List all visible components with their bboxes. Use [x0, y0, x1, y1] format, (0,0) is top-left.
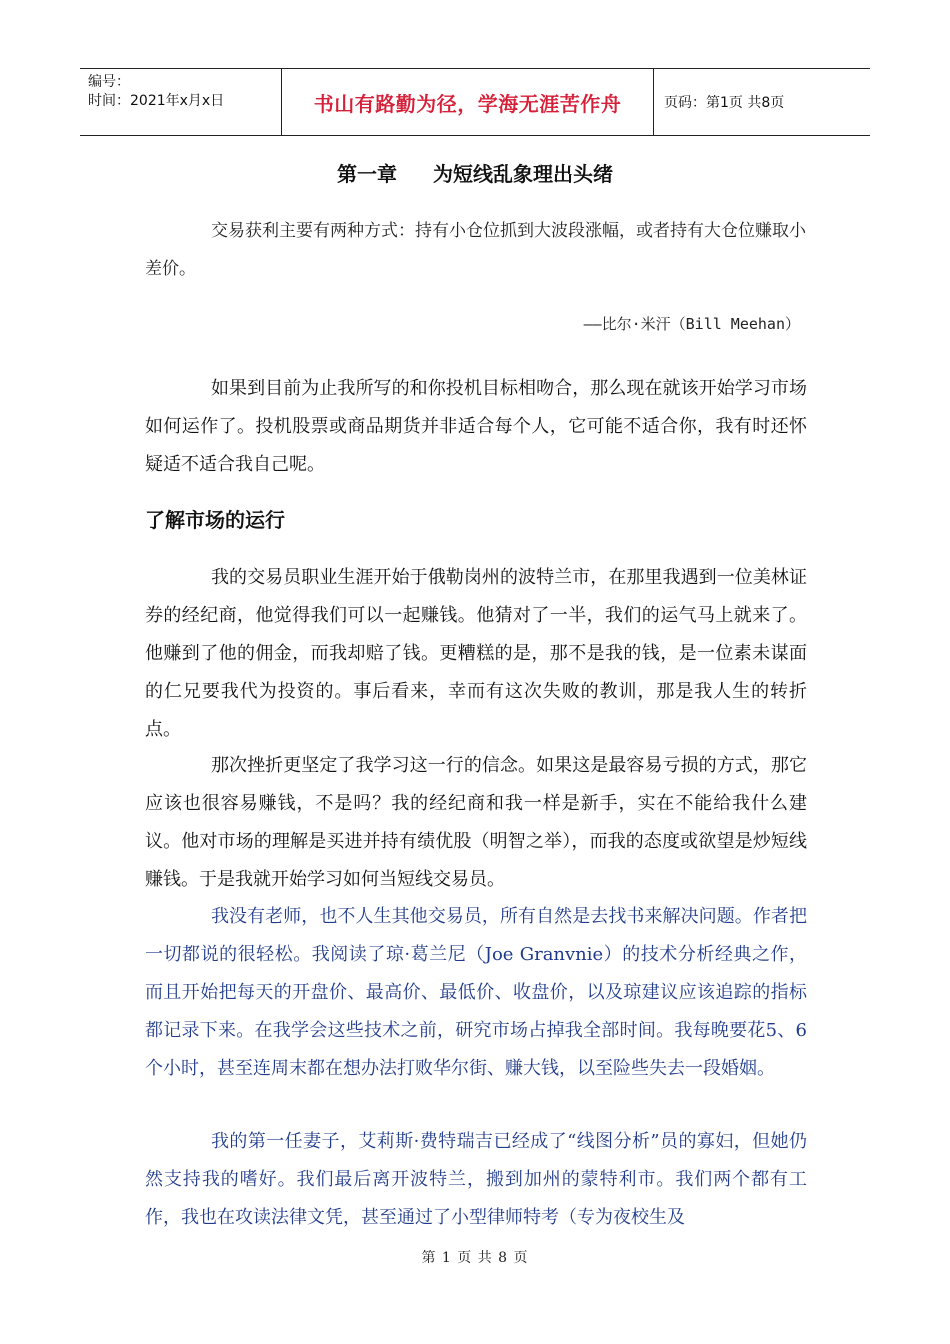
document-date: 时间：2021年x月x日: [88, 93, 225, 109]
epigraph-quote: 交易获利主要有两种方式：持有小仓位抓到大波段涨幅，或者持有大仓位赚取小差价。: [145, 221, 806, 279]
epigraph-attribution: ——比尔·米汗（Bill Meehan）: [583, 315, 800, 333]
document-code-label: 编号：: [88, 74, 130, 90]
header-motto: 书山有路勤为径，学海无涯苦作舟: [282, 69, 654, 135]
body-paragraph: 我的交易员职业生涯开始于俄勒岗州的波特兰市，在那里我遇到一位美林证券的经纪商，他觉得我们可以一起赚钱。他猜对了一半，我们的运气马上就来了。他赚到了他的佣金，而我却赔了钱。更糟糕的是，那不是我的钱，是一位素未谋面的仁兄要我代为投资的。事后看来，幸而有这次失败的教训，那是我人生的转折点。: [145, 567, 807, 740]
body-paragraph: 我的第一任妻子，艾莉斯·费特瑞吉已经成了“线图分析”员的寡妇，但她仍然支持我的嗜好。我们最后离开波特兰，搬到加州的蒙特利市。我们两个都有工作，我也在攻读法律文凭，甚至通过了小型律师特考（专为夜校生及: [145, 1131, 807, 1228]
page-footer: 第 1 页 共 8 页: [421, 1250, 529, 1266]
section-title: 了解市场的运行: [145, 508, 285, 532]
chapter-title: [0, 158, 950, 187]
header-table: [80, 68, 870, 136]
chapter-name: 为短线乱象理出头绪: [433, 162, 613, 186]
body-paragraph: 那次挫折更坚定了我学习这一行的信念。如果这是最容易亏损的方式，那它应该也很容易赚钱，不是吗？我的经纪商和我一样是新手，实在不能给我什么建议。他对市场的理解是买进并持有绩优股（明智之举），而我的态度或欲望是炒短线赚钱。于是我就开始学习如何当短线交易员。: [145, 755, 807, 890]
body-paragraph: 我没有老师，也不人生其他交易员，所有自然是去找书来解决问题。作者把一切都说的很轻松。我阅读了琼·葛兰尼（Joe Granvnie）的技术分析经典之作，而且开始把每天的开盘价、最高价、最低价、收盘价，以及琼建议应该追踪的指标都记录下来。在我学会这些技术之前，研究市场占掉我全部时间。我每晚要花5、6个小时，甚至连周末都在想办法打败华尔街、赚大钱，以至险些失去一段婚姻。: [145, 906, 807, 1079]
header-meta-cell: [80, 69, 282, 135]
chapter-number: 第一章: [337, 162, 397, 186]
header-page-info: 页码：第1页 共8页: [664, 95, 785, 111]
intro-paragraph: 如果到目前为止我所写的和你投机目标相吻合，那么现在就该开始学习市场如何运作了。投机股票或商品期货并非适合每个人，它可能不适合你，我有时还怀疑适不适合我自己呢。: [145, 378, 807, 475]
